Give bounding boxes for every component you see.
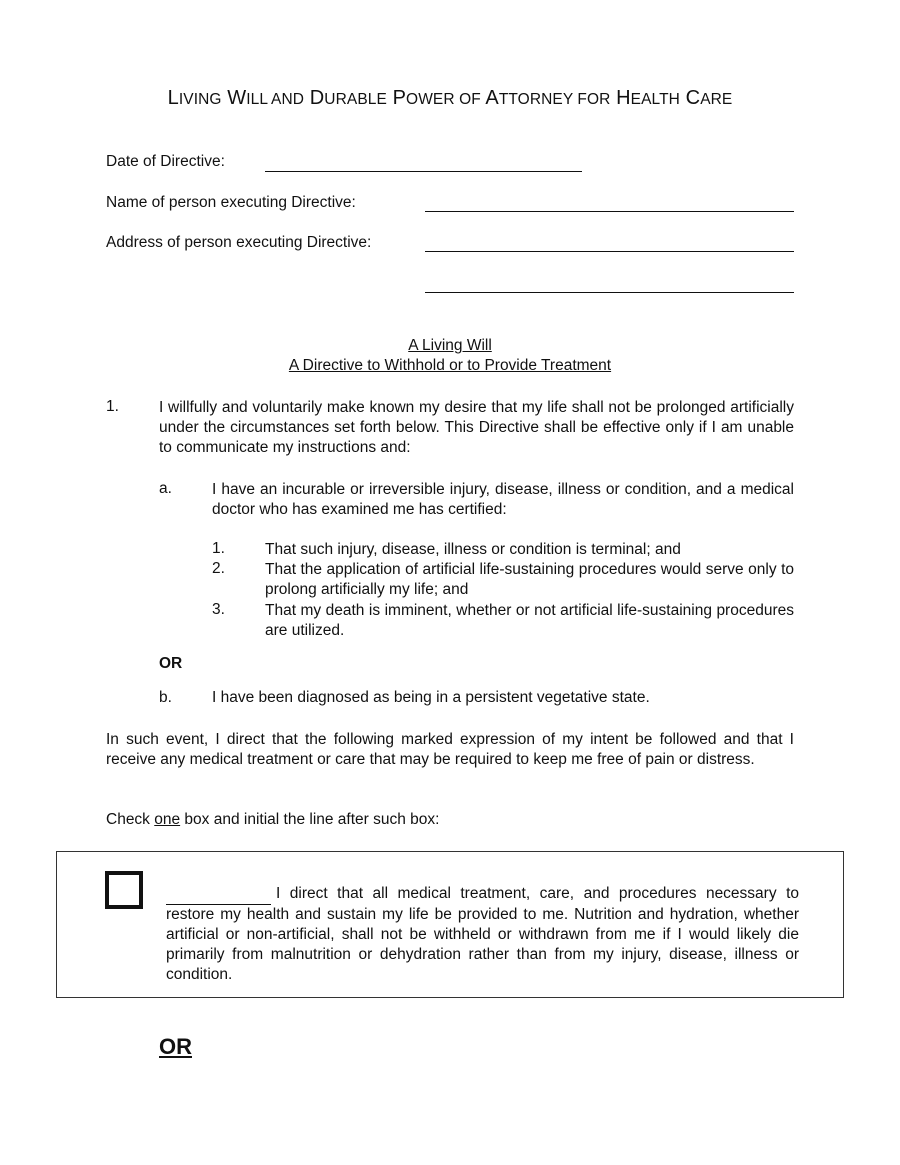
option-text-container bbox=[166, 884, 799, 985]
title-part: OWER OF bbox=[406, 91, 481, 108]
title-part: EALTH bbox=[630, 91, 680, 108]
check-instruction-part: Check bbox=[106, 811, 155, 828]
section-subheading: A Directive to Withhold or to Provide Treatment bbox=[288, 357, 612, 374]
date-field[interactable] bbox=[265, 171, 582, 172]
title-part: TTORNEY FOR bbox=[498, 91, 611, 108]
item-letter: a. bbox=[159, 480, 172, 497]
title-part: L bbox=[167, 87, 179, 109]
title-part: A bbox=[485, 87, 499, 109]
or-separator: OR bbox=[159, 1034, 192, 1059]
option-checkbox[interactable] bbox=[105, 871, 143, 909]
sub-item-text: That the application of artificial life-sustaining procedures would serve only to prolong artificially my life; and bbox=[265, 561, 794, 598]
option-text: I direct that all medical treatment, care, and procedures necessary to restore my health and sustain my life be provided to me. Nutrition and hydration, whether artificial or non-artificial, shall not be withheld or withdrawn from me if I would likely die primarily from malnutrition or dehydration rather than from my injury, disease, illness or condition. bbox=[166, 885, 799, 983]
sub-item-text: That my death is imminent, whether or not artificial life-sustaining procedures are utilized. bbox=[265, 602, 794, 639]
title-part: W bbox=[227, 87, 247, 109]
title-part: ARE bbox=[700, 91, 733, 108]
sub-item-number: 3. bbox=[212, 601, 225, 618]
name-field[interactable] bbox=[425, 211, 794, 212]
item-letter: b. bbox=[159, 689, 172, 706]
check-instruction bbox=[106, 811, 439, 829]
title-part: IVING bbox=[178, 91, 222, 108]
paragraph: In such event, I direct that the following marked expression of my intent be followed and that I receive any medical treatment or care that may be required to keep me free of pain or distress. bbox=[106, 731, 794, 768]
address-field-line1[interactable] bbox=[425, 251, 794, 252]
check-instruction-emphasis: one bbox=[154, 811, 181, 828]
address-field-line2[interactable] bbox=[425, 292, 794, 293]
name-label: Name of person executing Directive: bbox=[106, 194, 356, 211]
title-part: H bbox=[616, 87, 631, 109]
sub-item-number: 1. bbox=[212, 540, 225, 557]
section-heading: A Living Will bbox=[408, 337, 492, 354]
or-label: OR bbox=[159, 655, 183, 672]
title-part: D bbox=[309, 87, 325, 109]
title-part: P bbox=[392, 87, 407, 109]
title-part: C bbox=[685, 87, 701, 109]
title-part: ILL AND bbox=[246, 91, 305, 108]
sub-item-text: That such injury, disease, illness or condition is terminal; and bbox=[265, 541, 681, 558]
item-number: 1. bbox=[106, 398, 119, 415]
title-part: URABLE bbox=[324, 91, 387, 108]
item-text: I willfully and voluntarily make known my desire that my life shall not be prolonged artificially under the circumstances set forth below. This Directive shall be effective only if I am unable to communicate my instructions and: bbox=[159, 399, 794, 456]
item-text: I have an incurable or irreversible injury, disease, illness or condition, and a medical doctor who has examined me has certified: bbox=[212, 481, 794, 518]
sub-item-number: 2. bbox=[212, 560, 225, 577]
check-instruction-part: box and initial the line after such box: bbox=[180, 811, 440, 828]
item-text: I have been diagnosed as being in a persistent vegetative state. bbox=[212, 689, 650, 706]
document-title bbox=[0, 87, 900, 110]
initial-line[interactable] bbox=[166, 884, 271, 905]
address-label: Address of person executing Directive: bbox=[106, 234, 372, 251]
date-label: Date of Directive: bbox=[106, 153, 225, 170]
